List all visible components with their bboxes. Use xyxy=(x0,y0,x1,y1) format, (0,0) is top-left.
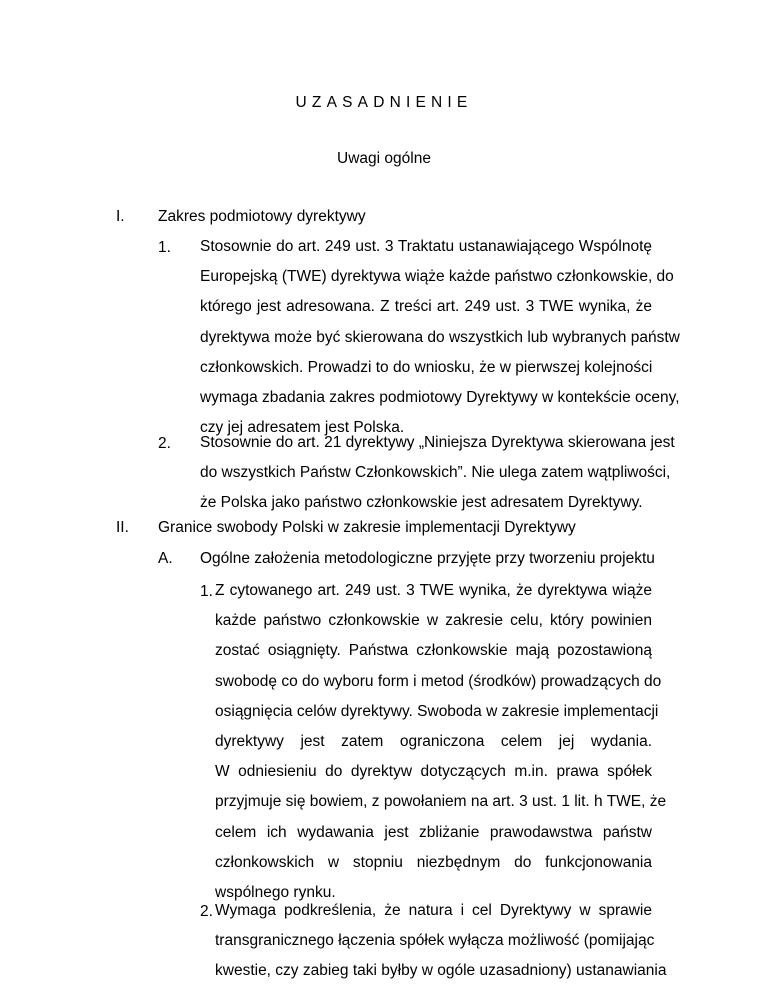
paragraph-line: Stosownie do art. 21 dyrektywy „Niniejsza Dyrektywa skierowana jest xyxy=(200,434,675,451)
paragraph-line: członkowskich w stopniu niezbędnym do funkcjonowania xyxy=(215,853,652,871)
paragraph-line: swobodę co do wyboru form i metod (środków) prowadzących do xyxy=(215,672,662,690)
section-2-numeral: II. xyxy=(116,519,129,536)
paragraph-line: celem ich wydawania jest zbliżanie prawodawstwa państw xyxy=(215,823,652,841)
subsection-a-heading: Ogólne założenia metodologiczne przyjęte przy tworzeniu projektu xyxy=(200,550,655,567)
paragraph-line: osiągnięcia celów dyrektywy. Swoboda w zakresie implementacji xyxy=(215,702,659,720)
document-subtitle: Uwagi ogólne xyxy=(337,150,431,167)
paragraph-line: że Polska jako państwo członkowskie jest adresatem Dyrektywy. xyxy=(200,494,643,512)
paragraph-line: wymaga zbadania zakres podmiotowy Dyrektywy w kontekście oceny, xyxy=(200,389,680,407)
paragraph-line: każde państwo członkowskie w zakresie celu, który powinien xyxy=(215,612,652,630)
subsection-a-letter: A. xyxy=(158,550,173,567)
subsection-a-item-1-paragraph xyxy=(215,576,667,908)
paragraph-line: członkowskich. Prowadzi to do wniosku, że w pierwszej kolejności xyxy=(200,358,653,376)
paragraph-line: którego jest adresowana. Z treści art. 249 ust. 3 TWE wynika, że xyxy=(200,298,652,316)
paragraph-line: wspólnego rynku. xyxy=(215,884,336,902)
subsection-a-item-1-number: 1. xyxy=(200,583,213,600)
section-1-item-2-paragraph xyxy=(200,428,675,519)
section-1-item-1-number: 1. xyxy=(158,239,171,256)
subsection-a-item-2-number: 2. xyxy=(200,903,213,920)
section-1-heading: Zakres podmiotowy dyrektywy xyxy=(158,208,366,225)
subsection-a-item-2-paragraph xyxy=(215,896,667,987)
paragraph-line: dyrektywa może być skierowana do wszystkich lub wybranych państw xyxy=(200,328,680,346)
paragraph-line: czy jej adresatem jest Polska. xyxy=(200,419,405,437)
paragraph-line: do wszystkich Państw Członkowskich”. Nie ulega zatem wątpliwości, xyxy=(200,464,671,482)
paragraph-line: dyrektywy jest zatem ograniczona celem jej wydania. xyxy=(215,733,652,751)
section-1-numeral: I. xyxy=(116,208,125,225)
paragraph-line: transgranicznego łączenia spółek wyłącza możliwość (pomijając xyxy=(215,932,655,950)
paragraph-line: Europejską (TWE) dyrektywa wiąże każde państwo członkowskie, do xyxy=(200,268,674,286)
paragraph-line: przyjmuje się bowiem, z powołaniem na art. 3 ust. 1 lit. h TWE, że xyxy=(215,793,667,811)
paragraph-line: Z cytowanego art. 249 ust. 3 TWE wynika, że dyrektywa wiąże xyxy=(215,582,652,599)
section-2-heading: Granice swobody Polski w zakresie implementacji Dyrektywy xyxy=(158,519,576,536)
document-title: UZASADNIENIE xyxy=(295,94,473,111)
paragraph-line: Wymaga podkreślenia, że natura i cel Dyrektywy w sprawie xyxy=(215,902,652,919)
section-1-item-2-number: 2. xyxy=(158,435,171,452)
section-1-item-1-paragraph xyxy=(200,232,680,443)
paragraph-line: zostać osiągnięty. Państwa członkowskie mają pozostawioną xyxy=(215,642,652,660)
paragraph-line: W odniesieniu do dyrektyw dotyczących m.in. prawa spółek xyxy=(215,763,652,781)
paragraph-line: kwestie, czy zabieg taki byłby w ogóle uzasadniony) ustanawiania xyxy=(215,962,667,980)
paragraph-line: Stosownie do art. 249 ust. 3 Traktatu ustanawiającego Wspólnotę xyxy=(200,238,652,255)
